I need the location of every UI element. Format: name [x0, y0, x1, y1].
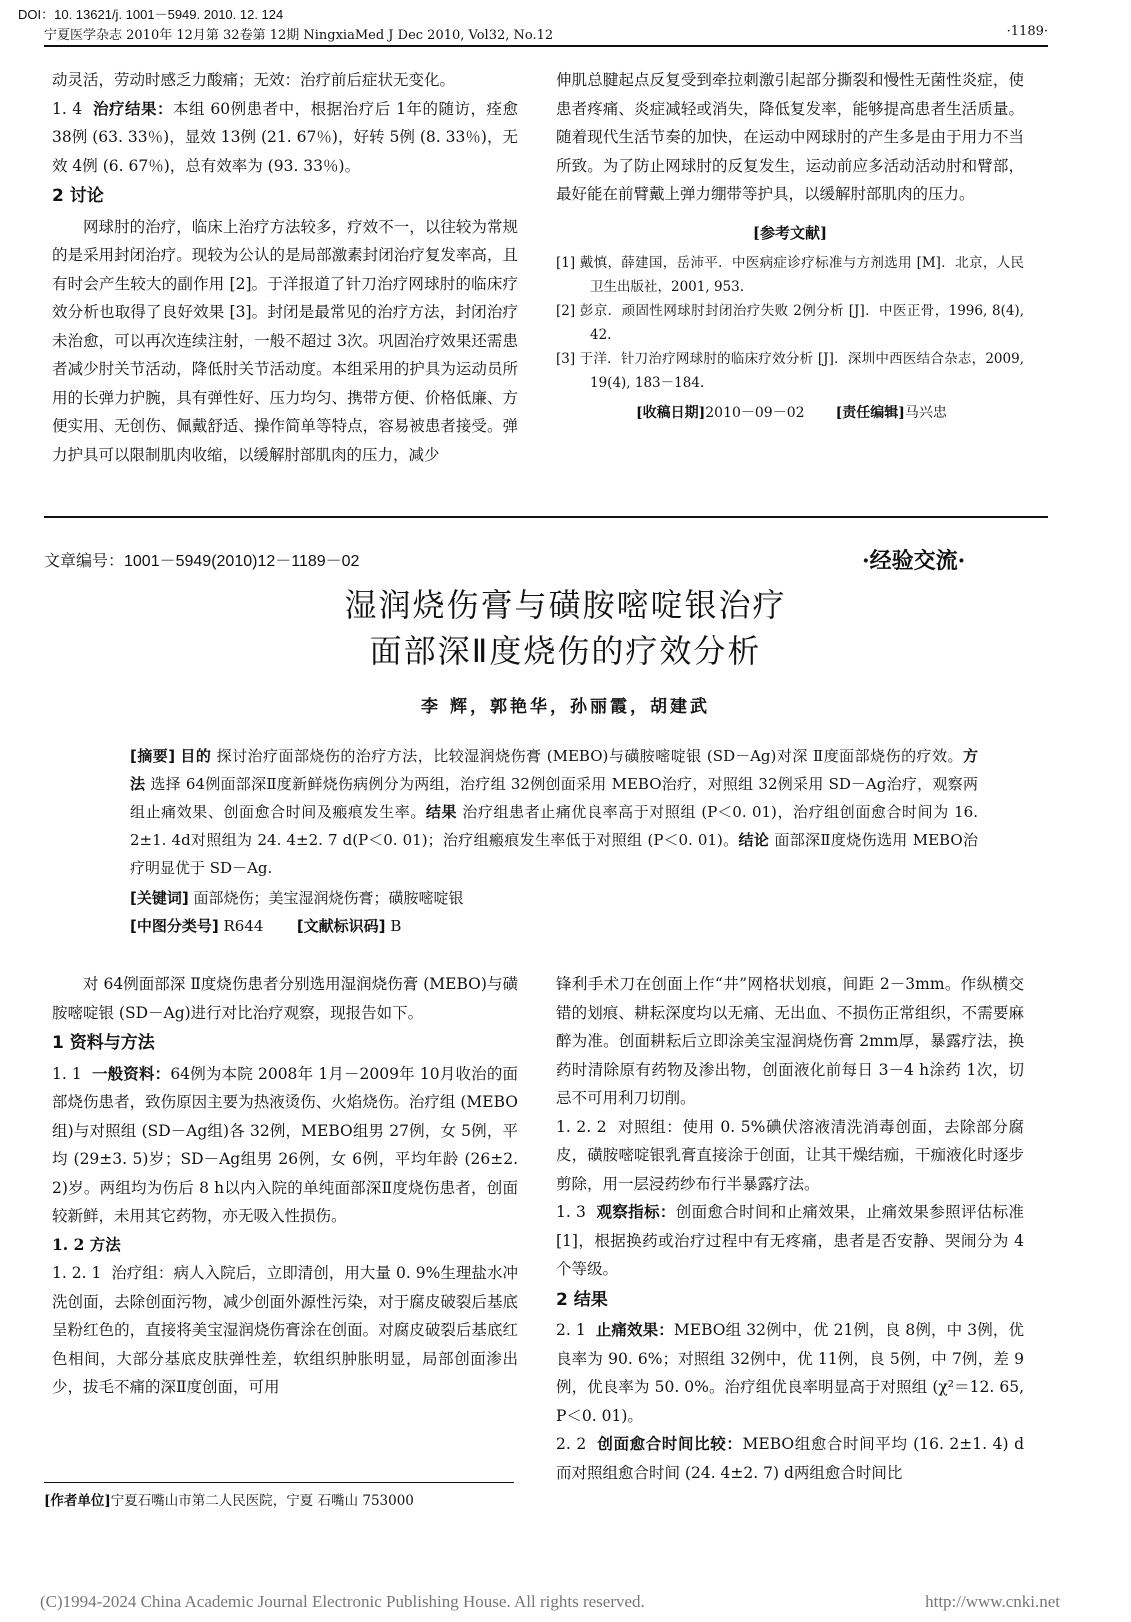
authors: 李 辉，郭艳华，孙丽霞，胡建武: [421, 697, 710, 717]
article-separator: [44, 516, 1048, 518]
section-tag: ·经验交流·: [862, 548, 966, 574]
reference-1: [1] 戴慎，薛建国，岳沛平．中医病症诊疗标准与方剂选用 [M]．北京，人民卫生出版社，2001, 953.: [556, 255, 1024, 295]
objective-text: 探讨治疗面部烧伤的治疗方法，比较湿润烧伤膏 (MEBO)与磺胺嘧啶银 (SD－Ag)对深 Ⅱ度面部烧伤的疗效。: [216, 747, 963, 765]
conclusion-text: 面部深Ⅱ度烧伤选用 MEBO治疗明显优于 SD－Ag.: [130, 831, 979, 877]
reference-2: [2] 彭京．顽固性网球肘封闭治疗失败 2例分析 [J]．中医正骨，1996, 8(4), 42.: [556, 303, 1024, 343]
article-left-column: [52, 970, 518, 1402]
intro-paragraph: 对 64例面部深 Ⅱ度烧伤患者分别选用湿润烧伤膏 (MEBO)与磺胺嘧啶银 (SD－Ag)进行对比治疗观察，现报告如下。: [52, 975, 518, 1022]
materials-methods-heading: 1 资料与方法: [52, 1033, 155, 1053]
s13-head: 观察指标：: [596, 1202, 676, 1221]
section-2-1: [556, 1316, 1024, 1430]
prev-article-right-column: [556, 66, 1024, 428]
section-1-2-1: [52, 1259, 518, 1402]
received-label: [收稿日期]: [636, 405, 706, 421]
objective-label: 目的: [180, 747, 212, 765]
author-affiliation-footnote: [44, 1482, 514, 1509]
article-title-line-2: 面部深Ⅱ度烧伤的疗效分析: [369, 632, 762, 670]
prev-article-left-column: [52, 66, 518, 469]
s11-text: 64例为本院 2008年 1月－2009年 10月收治的面部烧伤患者，致伤原因主要为热液烫伤、火焰烧伤。治疗组 (MEBO组)与对照组 (SD－Ag组)各 32例，MEBO组男 27例，女 5例，平均 (29±3. 5)岁；SD－Ag组男 26例，女 6例，平均年龄 (26±2. 2)岁。两组均为伤后 8 h以内入院的单纯面部深Ⅱ度烧伤患者，创面较新鲜，未用其它药物，亦无吸入性损伤。: [52, 1064, 519, 1225]
page-number: ·1189·: [1006, 24, 1048, 39]
prev-right-text: 伸肌总腱起点反复受到牵拉刺激引起部分撕裂和慢性无菌性炎症，使患者疼痛、炎症减轻或消失，降低复发率，能够提高患者生活质量。随着现代生活节奏的加快，在运动中网球肘的产生多是由于用力不当所致。为了防止网球肘的反复发生，运动前应多活动活动肘和臂部，最好能在前臂戴上弹力绷带等护具，以缓解肘部肌肉的压力。: [556, 71, 1024, 203]
received-date: 2010－09－02: [705, 405, 805, 421]
right-continuation: 锋利手术刀在创面上作“井”网格状划痕，间距 2－3mm。作纵横交错的划痕、耕耘深度均以无痛、无出血、不损伤正常组织，不需要麻醉为准。创面耕耘后立即涂美宝湿润烧伤膏 2mm厚，暴露疗法，换药时清除原有药物及渗出物，创面液化前每日 3－4 h涂药 1次，切忌不可用利刀切削。: [556, 975, 1024, 1107]
s22-text: MEBO组愈合时间平均 (16. 2±1. 4) d而对照组愈合时间 (24. 4±2. 7) d两组愈合时间比: [556, 1435, 1025, 1482]
s122-num: 1. 2. 2: [556, 1117, 607, 1136]
keywords-label: [关键词]: [130, 889, 189, 907]
conclusion-label: 结论: [738, 831, 770, 849]
s121-num: 1. 2. 1: [52, 1264, 102, 1282]
s21-text: MEBO组 32例中，优 21例，良 8例，中 3例，优良率为 90. 6%；对照组 32例中，优 11例，良 5例，中 7例，差 9例，优良率为 50. 0%。治疗组优良率明显高于对照组 (χ²＝12. 65, P＜0. 01)。: [556, 1321, 1024, 1425]
doi-line: DOI：10. 13621/j. 1001－5949. 2010. 12. 124: [18, 7, 284, 22]
prev-section-1-4: [52, 95, 518, 181]
editor-label: [责任编辑]: [835, 405, 905, 421]
running-head: [44, 24, 1048, 47]
section-1-2-2: [556, 1113, 1024, 1199]
prev-discussion-text: 网球肘的治疗，临床上治疗方法较多，疗效不一，以往较为常规的是采用封闭治疗。现较为公认的是局部激素封闭治疗复发率高，且有时会产生较大的副作用 [2]。于洋报道了针刀治疗网球肘的临床疗效分析也取得了良好效果 [3]。封闭是最常见的治疗方法，封闭治疗未治愈，可以再次连续注射，一般不超过 3次。巩固治疗效果还需患者减少肘关节活动，降低肘关节活动度。本组采用的护具为运动员所用的长弹力护腕，具有弹性好、压力均匀、携带方便、价格低廉、方便实用、无创伤、佩戴舒适、操作简单等特点，容易被患者接受。弹力护具可以限制肌肉收缩，以缓解肘部肌肉的压力，减少: [52, 217, 518, 464]
methods-subheading: 1. 2 方法: [52, 1234, 121, 1254]
s14-head: 治疗结果：: [92, 98, 173, 118]
s21-num: 2. 1: [556, 1321, 586, 1339]
section-1-3: [556, 1198, 1024, 1284]
keywords: 面部烧伤；美宝湿润烧伤膏；磺胺嘧啶银: [193, 889, 464, 907]
s14-text: 本组 60例患者中，根据治疗后 1年的随访，痊愈 38例 (63. 33％)，显效 13例 (21. 67％)，好转 5例 (8. 33％)，无效 4例 (6. 67％)，总有效率为 (93. 33％)。: [52, 99, 519, 175]
s21-head: 止痛效果：: [595, 1320, 674, 1339]
clc-label: [中图分类号]: [130, 917, 219, 935]
copyright-text: (C)1994-2024 China Academic Journal Electronic Publishing House. All rights reserved.: [40, 1592, 645, 1611]
article-number: 文章编号：1001－5949(2010)12－1189－02: [44, 553, 360, 570]
result-label: 结果: [425, 803, 458, 821]
abstract-paragraph: [130, 742, 978, 882]
copyright-footer: [40, 1592, 1100, 1612]
reference-3: [3] 于洋．针刀治疗网球肘的临床疗效分析 [J]．深圳中西医结合杂志，2009, 19(4), 183－184.: [556, 351, 1024, 391]
prev-discussion-heading: 2 讨论: [52, 186, 104, 206]
result-text: 治疗组患者止痛优良率高于对照组 (P＜0. 01)，治疗组创面愈合时间为 16. 2±1. 4d对照组为 24. 4±2. 7 d(P＜0. 01)；治疗组瘢痕发生率低于对照组 (P＜0. 01)。: [130, 803, 978, 849]
abstract-label: [摘要]: [130, 747, 176, 765]
s22-head: 创面愈合时间比较：: [597, 1434, 743, 1453]
running-head-text: 宁夏医学杂志 2010年 12月第 32卷第 12期 NingxiaMed J Dec 2010, Vol32, No.12: [44, 28, 554, 43]
article-title-line-1: 湿润烧伤膏与磺胺嘧啶银治疗: [344, 586, 787, 624]
footnote-text: 宁夏石嘴山市第二人民医院，宁夏 石嘴山 753000: [110, 1493, 414, 1509]
abstract-block: [130, 742, 978, 940]
doc-code: B: [390, 917, 402, 935]
footnote-label: [作者单位]: [44, 1493, 111, 1509]
prev-left-top-line: 动灵活，劳动时感乏力酸痛；无效：治疗前后症状无变化。: [52, 71, 456, 89]
keywords-line: [130, 884, 978, 912]
article-right-column: [556, 970, 1024, 1487]
method-label: 方法: [130, 747, 978, 793]
s11-head: 一般资料：: [91, 1063, 171, 1083]
doc-code-label: [文献标识码]: [296, 917, 386, 935]
section-2-2: [556, 1430, 1024, 1487]
section-1-1: [52, 1060, 518, 1231]
method-text: 选择 64例面部深Ⅱ度新鲜烧伤病例分为两组，治疗组 32例创面采用 MEBO治疗，对照组 32例采用 SD－Ag治疗，观察两组止痛效果、创面愈合时间及瘢痕发生率。: [130, 775, 978, 821]
s13-num: 1. 3: [556, 1203, 586, 1221]
s14-num: 1. 4: [52, 99, 83, 118]
clc-code: R644: [223, 917, 264, 935]
s13-text: 创面愈合时间和止痛效果，止痛效果参照评估标准 [1]，根据换药或治疗过程中有无疼痛，患者是否安静、哭闹分为 4个等级。: [556, 1203, 1024, 1278]
s121-text: 治疗组：病人入院后，立即清创，用大量 0. 9%生理盐水冲洗创面，去除创面污物，减少创面外源性污染，对于腐皮破裂后基底呈粉红色的，直接将美宝湿润烧伤膏涂在创面。对腐皮破裂后基底红色相间，大部分基底皮肤弹性差，软组织肿胀明显，局部创面渗出少，拔毛不痛的深Ⅱ度创面，可用: [52, 1264, 519, 1396]
editor-name: 马兴忠: [904, 405, 947, 421]
cnki-url: http://www.cnki.net: [925, 1592, 1060, 1611]
results-heading: 2 结果: [556, 1289, 608, 1310]
received-editor-line: [556, 399, 1024, 428]
s122-text: 对照组：使用 0. 5%碘伏溶液清洗消毒创面，去除部分腐皮，磺胺嘧啶银乳膏直接涂于创面，让其干燥结痂，干痂液化时逐步剪除，用一层浸药纱布行半暴露疗法。: [556, 1117, 1024, 1193]
references-title: [参考文献]: [752, 223, 828, 242]
classification-line: [130, 912, 978, 940]
s11-num: 1. 1: [52, 1064, 82, 1083]
s22-num: 2. 2: [556, 1435, 587, 1453]
